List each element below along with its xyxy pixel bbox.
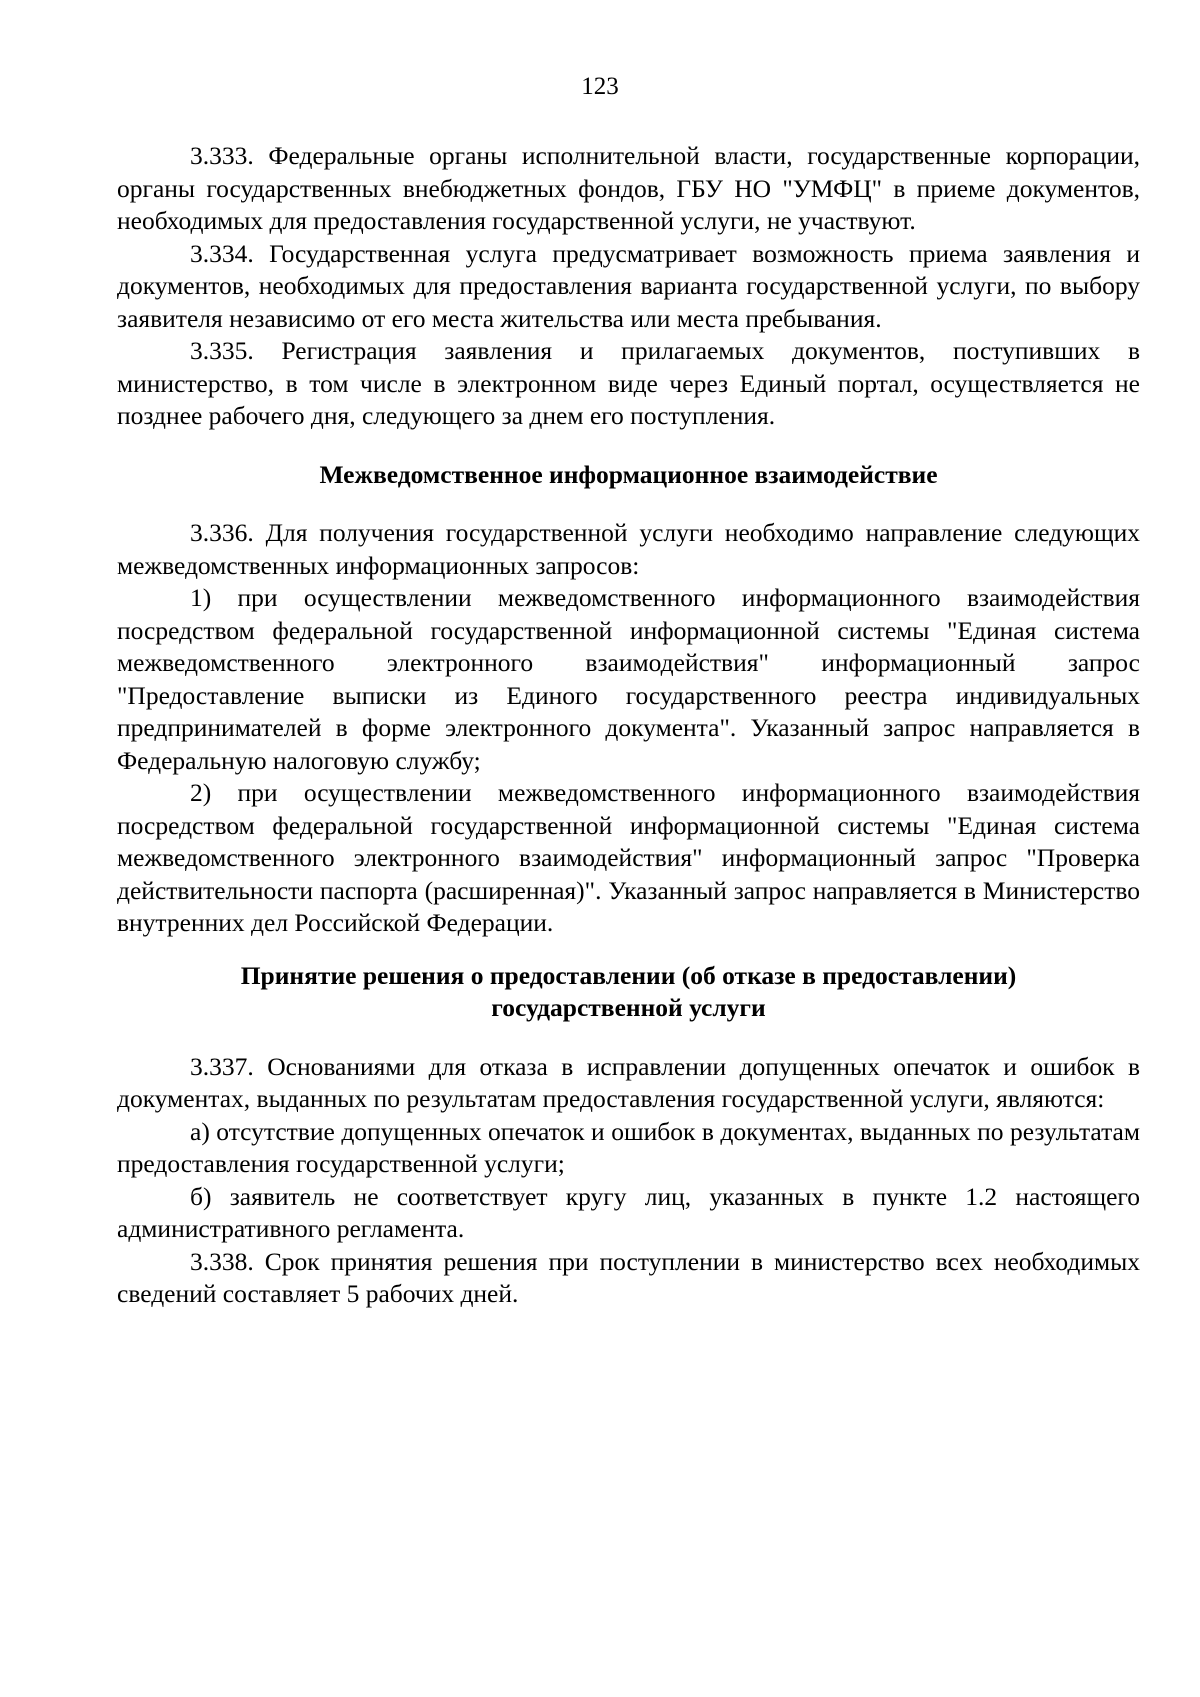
section-heading-interagency: Межведомственное информационное взаимодействие bbox=[319, 459, 938, 489]
paragraph-3-333: 3.333. Федеральные органы исполнительной власти, государственные корпорации, органы государственных внебюджетных фондов, ГБУ НО "УМФЦ" в приеме документов, необходимых для предоставления государственной услуги, не участвуют. bbox=[117, 141, 1140, 235]
paragraph-3-336: 3.336. Для получения государственной услуги необходимо направление следующих межведомственных информационных запросов: bbox=[117, 518, 1140, 580]
paragraph-3-337-item-a: а) отсутствие допущенных опечаток и ошибок в документах, выданных по результатам предоставления государственной услуги; bbox=[117, 1116, 1140, 1178]
section-heading-decision-line-1: Принятие решения о предоставлении (об отказе в предоставлении) bbox=[240, 960, 1017, 990]
document-body bbox=[117, 140, 1140, 1311]
paragraph-3-338: 3.338. Срок принятия решения при поступлении в министерство всех необходимых сведений составляет 5 рабочих дней. bbox=[117, 1246, 1140, 1308]
paragraph-3-334: 3.334. Государственная услуга предусматривает возможность приема заявления и документов, необходимых для предоставления варианта государственной услуги, по выбору заявителя независимо от его места жительства или места пребывания. bbox=[117, 238, 1140, 333]
section-heading-decision-line-2: государственной услуги bbox=[491, 993, 766, 1022]
paragraph-3-337-item-b: б) заявитель не соответствует кругу лиц, указанных в пункте 1.2 настоящего административного регламента. bbox=[117, 1181, 1140, 1243]
paragraph-3-336-item-1: 1) при осуществлении межведомственного информационного взаимодействия посредством федеральной государственной информационной системы "Единая система межведомственного электронного взаимодействия" информационный запрос "Предоставление выписки из Единого государственного реестра индивидуальных предпринимателей в форме электронного документа". Указанный запрос направляется в Федеральную налоговую службу; bbox=[117, 583, 1140, 775]
paragraph-3-336-item-2: 2) при осуществлении межведомственного информационного взаимодействия посредством федеральной государственной информационной системы "Единая система межведомственного электронного взаимодействия" информационный запрос "Проверка действительности паспорта (расширенная)". Указанный запрос направляется в Министерство внутренних дел Российской Федерации. bbox=[117, 778, 1140, 937]
paragraph-3-337: 3.337. Основаниями для отказа в исправлении допущенных опечаток и ошибок в документах, выданных по результатам предоставления государственной услуги, являются: bbox=[117, 1051, 1140, 1113]
page-number: 123 bbox=[581, 73, 619, 100]
paragraph-3-335: 3.335. Регистрация заявления и прилагаемых документов, поступивших в министерство, в том числе в электронном виде через Единый портал, осуществляется не позднее рабочего дня, следующего за днем его поступления. bbox=[117, 336, 1140, 430]
section-heading-decision bbox=[117, 960, 1140, 1025]
